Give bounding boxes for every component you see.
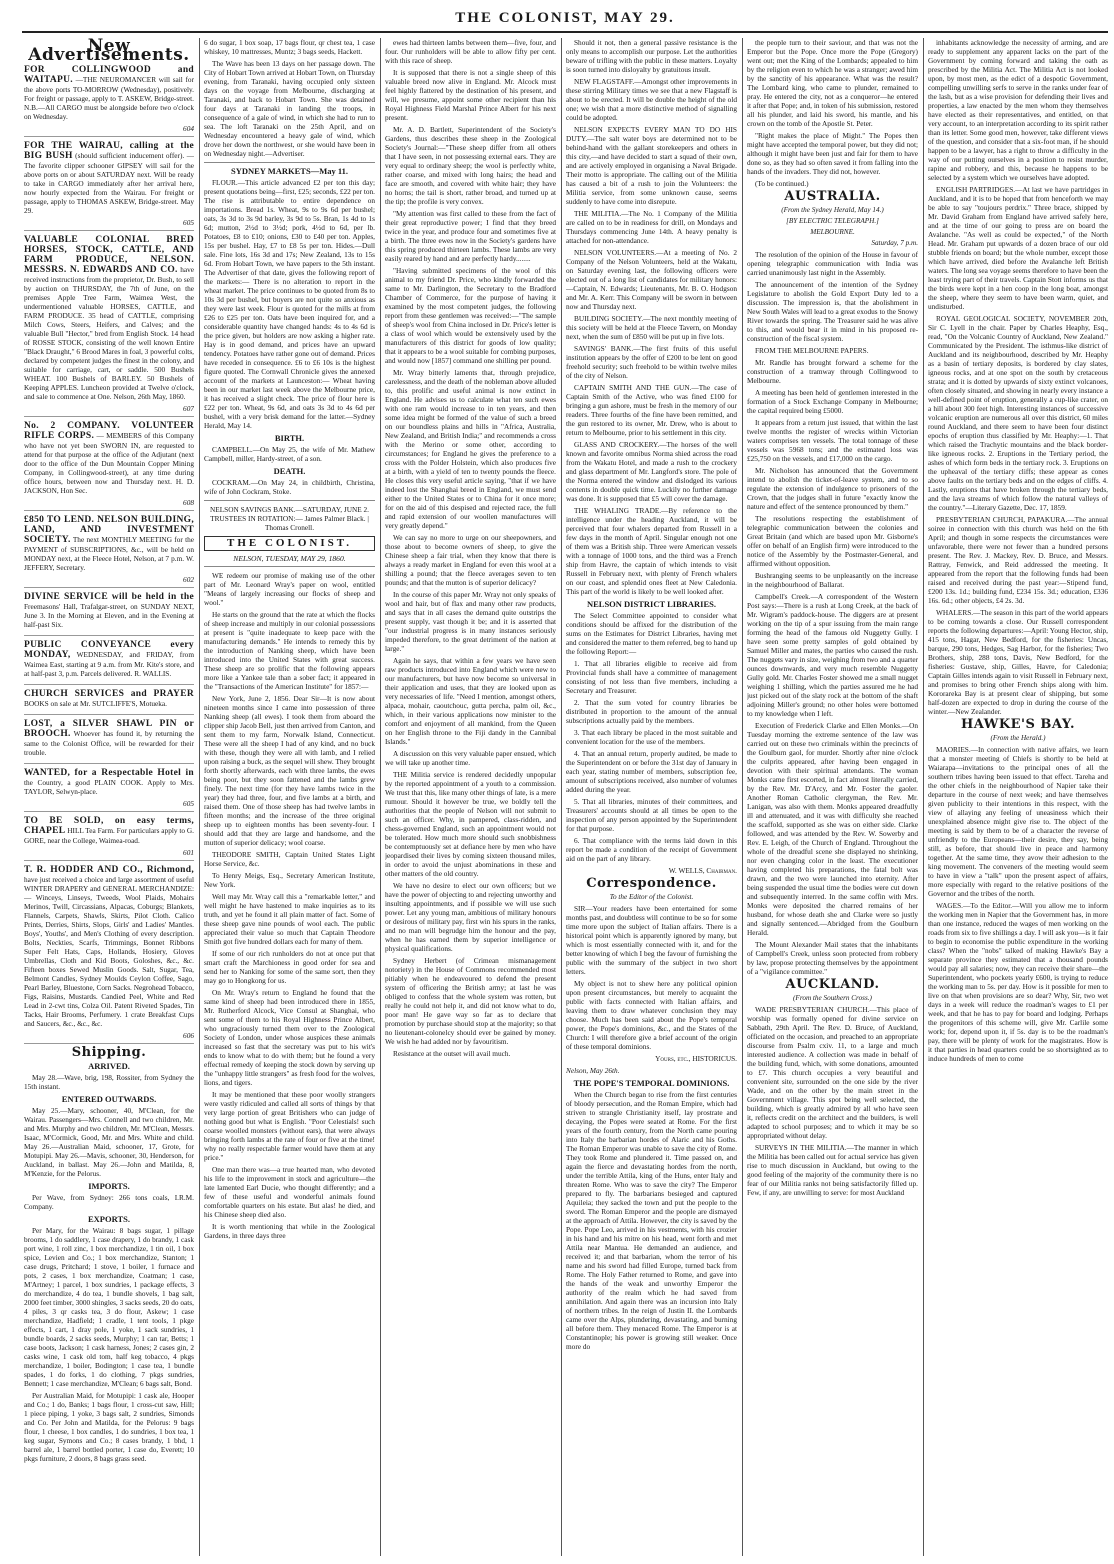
advertisement-text: [24, 865, 194, 1028]
editorial-continued: [385, 38, 556, 1058]
hawkes-bay-news: [928, 745, 1108, 1063]
advertisement-text: [24, 592, 194, 629]
advertisement-lead: FOR THE WAIRAU, calling at the BIG BUSH: [24, 141, 194, 161]
advertisement-text: [24, 689, 194, 708]
advertisement: [24, 865, 194, 1044]
advertisement-body: (should sufficient inducement offer). —The favorite clipper schooner GIPSEY will sail for the above ports on or about SATURDAY next. Will be ready to take in CARGO immediately after her arrival here, now hourly expected from the Wairau. For freight or passage, apply to THOMAS ASKEW, Bridge-street. May 29.: [24, 151, 194, 215]
editorial-paragraph: New York, June 2, 1856. Dear Sir—It is now about nineteen months since I came into possession of three Nanking sheep (all ewes). I took them from aboard the clipper ship Jacob Bell, just then arrived from Canton, and sent them to my farm, Norwalk Island, Connecticut. These were all the sheep I had of any kind, and no buck with these, though they were all with lamb, and I relied upon raising a buck, as the sequel will shew. They brought forth shortly afterwards, each with three lambs, the ewes being poor, but they soon fattened and the lambs grew finely. The next time (for they have lambs twice in the year) they had three, four, and five lambs at a birth, and raised them. One of those sheep has had twelve lambs in fifteen months; and the increase of the three original sheep up to eighteen months has been seventy-four. I should add that they are large and handsome, and the mutton of superior delicacy; wool coarse.: [204, 694, 375, 847]
column-5: [747, 38, 918, 1556]
news-paragraph: "Right makes the place of Might." The Popes then might have accepted the temporal power, but they did not; although it might have been just and fair for them to have done so, as they had so often saved it from falling into the hands of the invaders. They did not, however.: [747, 131, 918, 176]
advertisement-text: [24, 141, 194, 215]
news-paragraph: THE MILITIA.—The No. 1 Company of the Militia are called on to be in readiness for drill, on Mondays and Thursdays commencing June 14th. A heavy penalty is attached for non-attendance.: [566, 209, 737, 245]
editorial-paragraph: Again he says, that within a few years we have seen raw products introduced into England which were new to our manufacturers, but have now become so universal in their application and uses, that they are looked upon as very necessaries of life. "Need I mention, amongst others, alpaca, mohair, caoutchouc, gutta percha, palm oil, &c., which, in their various applications now minister to the comfort and enjoyment of all mankind, from the Queen on her English throne to the Fiji dandy in the Cannibal Islands.": [385, 656, 556, 746]
correspondence-signature: Yours, etc., HISTORICUS.: [655, 1054, 737, 1063]
advertisement-text: [24, 515, 194, 572]
news-paragraph: FROM THE MELBOURNE PAPERS.: [755, 346, 869, 355]
column-advertisements: [24, 38, 194, 1556]
advertisement: [24, 689, 194, 715]
advertisement-body: have received instructions from the proprietor, Dr. Bush, to sell by auction on THURSDAY, the 7th of June, on the premises Apple Tree Farm, Waimea West, the undermentioned valuable HORSES, CATTLE, and FARM PRODUCE. 35 head of CATTLE, comprising Milch Cows, Steers, Heifers, and Calves; and the valuable Bull "Hector," bred from English Stock. 14 head of ROSSE STOCK, consisting of the well known Entire "Black Draught," 6 Brood Mares in foal, 3 powerful colts, declared by competent judges the finest in the colony, and suitable for carriage, cart, or saddle. 500 Bushels WHEAT. 100 Bushels of BARLEY. 50 Bushels of Keeping APPLES. Luncheon provided at Twelve o'clock, and sale to commence at One. Nelson, 26th May, 1860.: [24, 265, 194, 401]
editorial-paragraph: A discussion on this very valuable paper ensued, which we will take up another time.: [385, 749, 556, 767]
section-title-advertisements: New Advertisements.: [28, 38, 190, 65]
advertisement: [24, 816, 194, 861]
australia-telegraph: [BY ELECTRIC TELEGRAPH.]: [786, 217, 879, 225]
section-title-auckland: AUCKLAND.: [785, 977, 880, 992]
advertisement: [24, 515, 194, 588]
libraries-report: [566, 659, 737, 863]
auckland-continued: [928, 38, 1108, 716]
news-paragraph: SURVEYS IN THE MILITIA.—The manner in which the Militia has been called out for actual service has given rise to much discussion in Auckland, but owing to the good feeling of the majority of the community there is no fear of our Militia ranks not being satisfactorily filled up. Few, if any, are unwilling to serve: for most Auckland: [747, 1143, 918, 1197]
news-paragraph: Campbell's Creek.—A correspondent of the Western Post says:—There is a rush at Long Creek, at the back of Mr. Wigram's paddock-house. The diggers are at present working on the tip of a spur issuing from the main range forming the head of the famous old Nuggetty Gully. I have seen some pretty samples of gold obtained by Samuel Miller and mates, the parties who caused the rush. The nuggets vary in size, weighing from two and a quarter ounces downwards, and very much resemble Nuggetty Gully gold. Mr. Charles Foster showed me a small nugget weighing 1 shilling, which the parties assured me he had just picked out of the slaty rock at the bottom of the shaft adjoining Miller's ground; no other holes were bottomed to my knowledge when I left.: [747, 592, 918, 718]
column-divider: [561, 38, 562, 1556]
advertisement-text: [24, 816, 194, 845]
advertisement-lead: PUBLIC CONVEYANCE every MONDAY,: [24, 640, 194, 660]
editorial-paragraph: In the course of this paper Mr. Wray not only speaks of wool and hair, but of flax and many other raw products, and says that in all cases the demand quite outstrips the present supply, vast though it be; and it is asserted that "our industrial progress is in many instances seriously impeded therefore, to the great detriment of the nation at large.": [385, 590, 556, 653]
editorial-paragraph: One man there was—a true hearted man, who devoted his life to the improvement in stock and agriculture—the late lamented Earl Ducie, who thought differently; and a few of these useful and wonderful animals found comfortable quarters on his estate. But alas! he died, and his Chinese sheep died also.: [204, 1165, 375, 1219]
advertisement-ref: 602: [183, 575, 194, 584]
news-paragraph: BUILDING SOCIETY.—The next monthly meeting of this society will be held at the Fleece Tavern, on Monday next, when the sum of £850 will be put up in five lots.: [566, 314, 737, 341]
pope-text: When the Church began to rise from the first centuries of bloody persecution, and the Roman Empire, which had striven to strangle Christianity itself, lay prostrate and decaying, the Popes were seated at Rome. For the first years of the fourth century, from the North came pouring into Italy the barbarian hordes of Alaric and his Goths. The Roman Emperor was unable to save the city of Rome. They took Rome and plundered it. Time passed on, and again the fierce and devastating hordes from the north, under the terrible Attila, king of the Huns, enter Italy and threaten Rome. Who was to save the city? The Emperor prepared to fly. The barbarians besieged and captured Aquileia; they sacked the town and put the people to the sword. The Roman Emperor and the people are dismayed at the approach of Attila. However, the city is saved by the Pope. Pope Leo, arrived in his vestments, with his crozier in his hand and his mitre on his head, went forth and met Attila near Mantua. He demanded an audience, and received it; and that barbarian, whom the terror of his name and his sword had filled Europe, turned back from Rome. The Holy Father returned to Rome, and gave into the hands of the weak and unworthy Emperor the authority of the realm which he had saved from annihilation. And again there was an incursion into Italy of northern tribes. In the reign of Justin II. the Lombards came over the Alps, plundering, devastating, and burning all before them. They menaced Rome. The Emperor is at Constantinople; his power is growing still weaker. Once more do: [566, 1090, 737, 1351]
editorial-paragraph: "Having submitted specimens of the wool of this animal to my friend Dr. Price, who kindly forwarded the same to Mr. Darlington, the Secretary to the Bradford Chamber of Commerce, for the purpose of having it examined by the most competent judges, the following report from these gentlemen was received:—"The sample of sheep's wool from China inclosed in Dr. Price's letter is a class of wool which would be extensively used by the manufacturers of this district for goods of low quality; that it appears to be a wool suitable for combing purposes, and would now [1857] command one shilling per pound.: [385, 266, 556, 365]
advertisement-lead: FOR COLLINGWOOD and WAITAPU.: [24, 65, 194, 85]
report-item: 3. That each library be placed in the most suitable and convenient location for the use of the members.: [566, 728, 737, 746]
editorial-paragraph: It is supposed that there is not a single sheep of this valuable breed now alive in England. Mr. Alcock must feel highly flattered by the destination of his present, and will, we presume, appoint some other recipient than his Royal Highness Field Marshal Prince Albert for his next present.: [385, 68, 556, 122]
imports-heading: IMPORTS.: [88, 1181, 130, 1191]
news-paragraph: ENGLISH PARTRIDGES.—At last we have partridges in Auckland, and it is to be hoped that from henceforth we may be able to say "toujours perdrix." Three brace, shipped by Mr. David Graham from England have arrived safely here, and at the time of our going to press are on board the Avalanche. "As well as could be expected," of the North Head. Mr. Graham put upwards of a dozen brace of our old stubble friends on board; but the whole number, except those which have arrived, died before the Avalanche left British waters. The long sea voyage seems therefore to have been the least trying part of their travels. Captain Stott informs us that the birds were kept in a hen coop in the long boat, amongst the sheep, where they seem to have been warm, quiet, and undisturbed.: [928, 185, 1108, 311]
news-paragraph: A meeting has been held of gentlemen interested in the formation of a Stock Exchange Company in Melbourne; the capital required being £5000.: [747, 388, 918, 415]
news-paragraph: Should it not, then a general passive resistance is the only means to accomplish our purpose. Let the authorities beware of trifling with the public in these matters. Loyalty is soon turned into disloyalty by gratuitous insult.: [566, 38, 737, 74]
advertisement-body: WEDNESDAY, and FRIDAY, from Waimea East, starting at 9 a.m. from Mr. Kite's store, and at half-past 3, p.m. Parcels delivered. R. WALLIS.: [24, 650, 194, 678]
advertisement: [24, 235, 194, 417]
editorial-paragraph: Resistance at the outset will avail much.: [393, 1049, 511, 1058]
markets-heading: SYDNEY MARKETS—May 11.: [230, 166, 349, 176]
news-paragraph: WHALERS.—The season in this part of the world appears to be coming towards a close. Our Russell correspondent reports the following departures:—April: Young Hector, ship, 415 tons, Hagar, New Bedford, for the fisheries: Uncas, barque, 290 tons, Hedges, Sag Harbor, for the fisheries; Two Brothers, ship, 288 tons, Davis, New Bedford, for the fisheries: Gustave, ship, Gilles, Havre, for Caledonia; Captain Gilles intends again to visit Russell in February next, and promises to bring other French ships along with him. Kororareka Bay is at present clear of shipping, but some half-dozen are expected to drop in during the course of the winter.—New Zealander.: [928, 608, 1108, 716]
page-title: THE COLONIST, MAY 29.: [455, 10, 675, 26]
hawkes-bay-source: (From the Herald.): [990, 734, 1046, 742]
advertisement: [24, 719, 194, 764]
advertisement-lead: VALUABLE COLONIAL BRED HORSES, STOCK, CATTLE, AND FARM PRODUCE, NELSON. MESSRS. N. EDWARDS AND CO.: [24, 235, 194, 275]
advertisement-ref: 604: [183, 124, 194, 133]
advertisement-lead: TO BE SOLD, on easy terms, CHAPEL: [24, 816, 194, 836]
advertisement: [24, 592, 194, 636]
entered-text: May 25.—Mary, schooner, 40, M'Clean, for the Wairau. Passengers—Mrs. Connell and two children, Mr. and Mrs. Murphy and two children, Mr. M'Clean, Messrs. Isaac, M'Cormick, Good, Mr. and Mrs. White and child. May 26.—Australian Maid, schooner, 17, Grote, for Motupipi. May 26.—Mavis, schooner, 30, Henderson, for Auckland, in ballast. May 26.—John and Matilda, 8, M'Kenzie, for the Pelorus.: [24, 1106, 194, 1178]
advertisement: [24, 65, 194, 137]
news-paragraph: WAGES.—To the Editor.—Will you allow me to inform the working men in Napier that the Government has, in more than one instance, reduced the wages of men working on the roads from six to five shillings a day. I will ask you—is it fair to begin to economise the public expenditure in the working class? When the "nobs" talked of making Hawke's Bay a separate province they estimated that a thousand pounds would pay all salaries; now, they can receive their share—the Superintendent, who pockets yearly £600, is trying to reduce the working man to 5s. per day. How is it possible for men to live on that when provisions are so dear? Why, Sir, two wet days in a week will reduce the roadman's wages to £1 per week, and that he has to pay for board and lodging. Perhaps the progenitors of this scheme will, give Mr. Carlile some work; for, depend upon it, if 5s. day is to be the roadman's pay, there will be plenty of work for the magistrates. How is it that parties in head quarters could be so shortsighted as to induce hundreds of men to come: [928, 901, 1108, 1063]
birth-heading: BIRTH.: [274, 433, 305, 443]
advertisement-body: Whoever has found it, by returning the same to the Colonist Office, will be rewarded for their trouble.: [24, 729, 194, 757]
column-divider: [923, 38, 924, 1556]
section-title-shipping: Shipping.: [71, 1045, 147, 1060]
report-item: 5. That all libraries, minutes of their committees, and Treasurers' accounts should at all times be open to the inspection of any person appointed by the Superintendent for that purpose.: [566, 797, 737, 833]
arrived-heading: ARRIVED.: [88, 1061, 130, 1071]
imports-text: Per Wave, from Sydney: 266 tons coals, I.R.M. Company.: [24, 1193, 194, 1211]
exports-text-more: Per Australian Maid, for Motupipi: 1 cask ale, Hooper and Co.; 1 do, Banks; 1 bags flour, 1 cross-cut saw, Hill; 1 piece piping, 1 yoke, 3 bags salt, 2 sundries, Simonds and Co. Per John and Matilda, for the Pelorus: 9 bags flour, 1 cheese, 1 box candles, 1 do sundries, 1 box tea, 1 keg sugar, Symons and Co.; 8 cases brandy, 1 bhd, 1 barrel ale, 1 barrel bottled porter, 1 case do, Everett; 10 pkgs furniture, 2 doors, 8 bags grass seed.: [24, 1391, 194, 1463]
editorial-paragraph: WE redeem our promise of making use of the other part of Mr. Leonard Wray's paper on wool, entitled "Means of largely increasing our flocks of sheep and wool.": [204, 571, 375, 607]
divider: [204, 500, 375, 501]
correspondence-date: Nelson, May 26th.: [566, 1066, 620, 1075]
advertisement: [24, 141, 194, 231]
advertisement-body: BOOKS on sale at Mr. SUTCLIFFE'S, Motueka.: [24, 699, 167, 708]
news-paragraph: It appears from a return just issued, that within the last twelve months the register of wrecks within Victorian waters comprises ten vessels. The total tonnage of these vessels was 5968 tons; and the estimated loss was £25,750 on the vessels, and £17,000 on the cargo.: [747, 418, 918, 463]
australia-source: (From the Sydney Herald, May 14.): [781, 206, 884, 214]
auckland-source: (From the Southern Cross.): [793, 994, 872, 1002]
news-paragraph: Bushranging seems to be unpleasantly on the increase in the neighbourhood of Ballarat.: [747, 571, 918, 589]
advertisement-body: have just received a choice and large assortment of useful WINTER DRAPERY and GENERAL MERCHANDIZE:— Winceys, Linseys, Tweeds, Wool Plaids, Mohairs Merinos, Twill, Circassians, Alpacas, Coburgs; Blankets, Flannels, Carpets, Shawls, Skirts, Pilot Cloth. Calico Prints, Derries, Shirts, Slops, Girls' and Ladies' Mantles. Boys', Youths', and Men's Clothing of every description. Bolts, Neckties, Scarfs, Trimmings, Bonnet Ribbons Super Felt Hats, Caps, Hollands, Hosiery, Gloves Umbrellas, Cloth and Kid Boots, Goloshes, &c., &c. Fifteen boxes Sewed Muslin Goods. Salt, Sugar, Tea, Belmont Candles, Sydney Moulds Ceylon Coffee, Sago, Pearl Barley, Bluestone, Corn Sacks. Negrohead Tobacco, Figs, Raisins, Mustards. Candied Peel, White and Red Lead in 2-cwt tins, Colza Oil. Patent Riveted Spades, Tin Tacks, Hair Brooms, Perfumery. 1 crate Breakfast Cups and Saucers, &c., &c., &c.: [24, 875, 194, 1028]
libraries-heading: NELSON DISTRICT LIBRARIES.: [586, 599, 717, 609]
divider: [204, 162, 375, 163]
advertisement-lead: CHURCH SERVICES and PRAYER: [24, 689, 194, 699]
arrived-text: May 28.—Wave, brig, 198, Rossiter, from Sydney the 15th instant.: [24, 1073, 194, 1091]
news-paragraph: ROYAL GEOLOGICAL SOCIETY, NOVEMBER 20th, Sir C. Lyell in the chair. Paper by Charles Heaphy, Esq., read, "On the Volcanic Country of Auckland, New Zealand." Communicated by the President. The isthmus-like district of Auckland and its neighbourhood, described by Mr. Heaphy as a basin of tertiary deposits, is bordered by clay slates, igneous rocks, and at one spot on the south by cretaceous strata; and it is dotted by upwards of sixty extinct volcanoes, often closely situated, and showing in nearly every instance a well-defined point of eruption, generally a cup-like crater, on a hill about 300 feet high. Interesting instances of successive volcanic eruption are numerous all over this district, 60 miles round Auckland, and there seem to have been four distinct epochs of eruption thus classified by Mr. Heaphy:—1. That which raised the Trachytic mountains and the black border-like igneous rocks. 2. Eruptions in the Tertiary period, the ashes of which form beds in the tertiary rock. 3. Eruptions on the upheaval of the tertiary cliffs; these appear as cones above faults on the tertiary beds and on the edges of cliffs. 4. Lastly, eruptions that have broken through the tertiary beds, and the lava streams of which follow the natural valleys of the country."—Literary Gazette, Dec. 17, 1859.: [928, 314, 1108, 512]
advertisement: [24, 640, 194, 685]
editorial-paragraph: It may be mentioned that these poor woolly strangers were vastly ridiculed and called all sorts of things by that very large portion of great Britishers who can judge of nothing good but what is English. "Poor Celestials! such coarse woolled monsters (without ears), that were always bringing forth lambs at the rate of four or five at the time! why no really respectable farmer would have them at any price.": [204, 1090, 375, 1162]
news-paragraph: The resolution of the opinion of the House in favour of opening telegraphic communication with India was carried unanimously last night in the Assembly.: [747, 250, 918, 277]
editorial-paragraph: THE Militia service is rendered decidedly unpopular by the reported appointment of a youth to a commission. We trust that this, like many other things of late, is a mere rumour. Should it however be true, we boldly tell the authorities that the people of Nelson will not submit to such an officer. Why, in pampered, class-ridden, and chess-governed England, such an appointment would not be tolerated. How much more should such snobbishness be contemptuously set at defiance here by men who have jeopardised their lives by coming sixteen thousand miles, in order to avoid the unjust abominations in these and other matters of the old country.: [385, 770, 556, 878]
news-paragraph: NELSON VOLUNTEERS.—At a meeting of No. 2 Company of the Nelson Volunteers, held at the Wakatu, on Saturday evening last, the following officers were elected out of a long list of candidates for military honors:—Captain, N. Edwards; Lieutenants, Mr. B. O. Hodgson and Mr. A. Kerr. This Company will be sworn in between now and Thursday next.: [566, 248, 737, 311]
advertisement: [24, 421, 194, 511]
correspondence-letter: [566, 904, 737, 1051]
news-paragraph: the people turn to their saviour, and that was not the Emperor but the Pope. Once more the Pope (Gregory) went out; met the King of the Lombards; appealed to him by the religion even to which he was a stranger; awed him by the sanctity of his appearance. What was the result? The Lombard king, who came to plunder, remained to pray. He entered the city, not as a conqueror—he entered it after that Pope; and, in token of his submission, restored all his plunder, and laid his sword, his mantle, and his crown on the tomb of the Apostle St. Peter.: [747, 38, 918, 128]
exports-text: Per Mary, for the Wairau: 8 bags sugar, 1 pillage brooms, 1 do saddlery, 1 case drapery, 1 do brandy, 1 cask port wine, 1 roll zinc, 1 box merchandize, 1 tin oil, 1 box spice, Levien and Co.; 1 box merchandize, Stanton; 1 case drugs, Pritchard; 1 stove, 1 boiler, 1 furnace and pots, 2 cases, 1 box merchandize, Coatman; 1 case, M'Artney; 1 parcel, 1 box sundries, 1 package effects, 3 do merchandize, 4 do tea, 1 bundle shovels, 1 bag salt, 2000 feet timber, 3000 shingles, 3 sacks seeds, 20 do oats, 4 piles, 3 qr casks tea, 3 do flour, Askew; 1 case merchandize, Hadfield; 1 cradle, 1 tent tools, 1 pkge effects, 1 cart, 1 dray pole, 1 yoke, 1 sack sundries, 1 bundle boards, 2 sacks seeds, Murphy; 1 can tar, Betts; 1 case boots, Jackson; 1 cask harness, Jones; 2 cases gin, 2 casks wine, 1 cask old tom, half keg tobacco, 4 pkgs merchandize, 1 boiler, Bodington; 1 case tea, 1 bundle spades, 1 do forks, 1 do clothing, 7 pkgs sundries, Bennett; 1 case merchandize, M'Clean; 6 bags salt, Bond.: [24, 1226, 194, 1388]
advertisement-lead: WANTED, for a Respectable Hotel in: [24, 768, 194, 778]
section-title-australia: AUSTRALIA.: [784, 189, 881, 204]
news-paragraph: SAVINGS' BANK.—The first fruits of this useful institution appears by the offer of £200 to be lent on good freehold security; such freehold to be within twelve miles of the city of Nelson.: [566, 344, 737, 380]
column-divider: [199, 38, 200, 1556]
news-paragraph: PRESBYTERIAN CHURCH, PAPAKURA.—The annual soiree in connection with this church was held on the 6th April; and though in some respects the circumstances were unfavorable, there were not fewer than a hundred persons present. The Rev. J. Mackey, Rev. D. Bruce, and Messrs. Rattray, Fenwick, and Reid addressed the meeting. It appeared from the report that the following funds had been raised and received during the past year:—Stipend fund, £200 13s. 1d.; building fund, £234 15s. 3d.; education, £336 16s. 6d.; other objects, £4 2s. 3d.: [928, 515, 1108, 605]
savings-bank-notice: NELSON SAVINGS BANK.—SATURDAY, JUNE 2. TRUSTEES IN ROTATION:— James Palmer Black. | Thomas Cronell.: [209, 505, 369, 532]
advertisement-ref: 605: [183, 218, 194, 227]
news-paragraph: The resolutions respecting the establishment of telegraphic communication between the colonies and Great Britain (and which are based upon Mr. Gisborne's offer on behalf of an English firm) were introduced to the notice of the Assembly by the Postmaster-General, and affirmed without opposition.: [747, 514, 918, 568]
advertisement-ref: 608: [183, 498, 194, 507]
report-item: 2. That the sum voted for country libraries be distributed in proportion to the amount of the annual subscriptions actually paid by the members.: [566, 698, 737, 725]
libraries-intro: The Select Committee appointed to consider what conditions should be affixed for the distribution of the sums on the Estimates for District Libraries, having met and considered the matter to them referred, beg to hand up the following Report:—: [566, 611, 737, 656]
section-title-correspondence: Correspondence.: [586, 876, 717, 891]
advertisement-body: Freemasons' Hall, Trafalgar-street, on SUNDAY NEXT, June 3. In the Morning at Eleven, and in the Evening at half-past Six.: [24, 602, 194, 629]
column-divider: [742, 38, 743, 1556]
australia-time: Saturday, 7 p.m.: [871, 239, 918, 247]
editorial-paragraph: ewes had thirteen lambs between them—five, four, and four. Our runholders will be able to allow fifty per cent. with this race of sheep.: [385, 38, 556, 65]
column-6: [928, 38, 1108, 1556]
editorial-paragraph: Mr. A. D. Bartlett, Superintendent of the Society's Gardens, thus describes these sheep in the Zoological Society's Journal:—"These sheep differ from all others that I have seen, in not possessing external ears. They are very equal to ordinary sheep; the wool is perfectly white, rather coarse, and mixed with long hairs; the head and face are smooth, and covered with white hair; they have no horns; the tail is short, rather broad, and turned up at the tip; the profile is very convex.: [385, 125, 556, 206]
report-item: 6. That compliance with the terms laid down in this report be made a condition of the receipt of Government aid on the part of any library.: [566, 836, 737, 863]
death-heading: DEATH.: [273, 466, 306, 476]
editorial: [204, 571, 375, 1240]
news-paragraph: NELSON EXPECTS EVERY MAN TO DO HIS DUTY.—The salt water boys are determined not to be behind-hand with the gallant storekeepers and others in this city,—and have decided to start a squad of their own, and are actively employed in organising a Naval Brigade. Their motto is appropriate. The calling out of the Militia has caused a bit of a rush to join the Volunteers: the Militia service, from some unknown cause, seems suddenly to have come into disrepute.: [566, 125, 737, 206]
editorial-paragraph: If some of our rich runholders do not at once put that smart craft the Marchioness in good order for sea and send her to Nanking for some of the same sort, then they may go to Hongkong for us.: [204, 949, 375, 985]
news-paragraph: (To be continued.): [755, 179, 809, 188]
letter-paragraph: My object is not to shew here any political opinion upon present circumstances, but merely to acquaint the public with facts connected with Italian affairs, and leaving them to draw whatever conclusion they may choose. Much has been said about the Pope's temporal power, the Pope's dominions, &c., and the States of the Church: I will therefore give a brief account of the origin of these temporal dominions.: [566, 979, 737, 1051]
advertisement-body: The next MONTHLY MEETING for the PAYMENT of SUBSCRIPTIONS, &c., will be held on MONDAY next, at the Fleece Hotel, Nelson, at 7 p.m. W. JEFFERY, Secretary.: [24, 535, 194, 572]
news-paragraph: Execution of Frederick Clarke and Ellen Monks.—On Tuesday morning the extreme sentence of the law was carried out on these two criminals within the precincts of the Goulburn gaol, for murder. Shortly after nine o'clock the culprits appeared, after having been engaged in devotion with their spiritual attendants. The woman Monks came first escorted, in fact almost literally carried, by the Rev. Mr. D'Arcy, and Mr. Foster the gaoler. Another Roman Catholic clergyman, the Rev. Mr. Lanigan, was also with them. Monks appeared dreadfully ill and attenuated, and it was with difficulty she reached the scaffold, supported as she was on either side. Clarke followed, and was attended by the Rev. W. Sowerby and Rev. E. Leigh, of the Church of England. Throughout the whole of the dreadful scene she displayed no shrinking, nor even changing color in the least. The executioner having completed his preparations, the fatal bolt was drawn, and the two were launched into eternity. After being suspended the usual time the bodies were cut down and subsequently interred. In the same coffin with Mrs. Monks were deposited the charred remains of her husband, for whose death she and Clarke were so justly and signally sentenced.—Abridged from the Goulburn Herald.: [747, 721, 918, 937]
libraries-signature: W. WELLS, Chairman.: [668, 866, 737, 875]
correspondence-subtitle: To the Editor of the Colonist.: [609, 893, 694, 901]
editorial-paragraph: On Mr. Wray's return to England he found that the same kind of sheep had been introduced there in 1855, Mr. Rutherford Alcock, Vice Consul at Shanghai, who sent some of them to his Royal Highness Prince Albert, who ungraciously turned them over to the Zoological Society of London, under whose auspices these animals increased so fast that the secretary was put to his wit's ends to know what to do with them; but he found a very effectual remedy of keeping the stock down by serving up the "unhappy little strangers" as fresh food for the wolves, lions, and tigers.: [204, 988, 375, 1087]
news-paragraph: MAORIES.—In connection with native affairs, we learn that a monster meeting of Chiefs is shortly to be held at Waiarapa—invitations to the principal ones of all the southern tribes having been issued to that effect. Tareha and the other chiefs in the neighbourhood of Napier take their departure in the course of next week; and have themselves given publicity to their intentions in this respect, with the view of allaying any feeling of uneasiness which their unexplained absence might give rise to. The object of the meeting is said by them to be of a character the reverse of unfriendly to the Europeans—their desire, they say, being still, as before, that should live in peace and harmony together. At the same time, they avow their adhesion to the king movement. The conveners of the meeting would seem to have in view a "talk" upon the present aspect of affairs, more especially with regard to the relative positions of the Governor and the tribes of the north.: [928, 745, 1108, 898]
advertisement-lead: LOST, a SILVER SHAWL PIN or BROOCH.: [24, 719, 194, 739]
news-paragraph: Mr. Randle has brought forward a scheme for the construction of a tramway through Collingwood to Melbourne.: [747, 358, 918, 385]
advertisement-body: the Country, a good PLAIN COOK. Apply to Mrs. TAYLOR, Selwyn-place.: [24, 778, 194, 796]
advertisement-lead: No. 2 COMPANY. VOLUNTEER RIFLE CORPS.: [24, 421, 194, 441]
advertisement-text: [24, 65, 194, 121]
news-paragraph: The announcement of the intention of the Sydney Legislature to abolish the Gold Export Duty led to a discussion. The impression is, that the abolishment in New South Wales will lead to a great exodus to the Snowy River towards the spring. The Treasurer said he was alive to this, and would bear it in mind in his proposed re-construction of the fiscal system.: [747, 280, 918, 343]
news-paragraph: THE WHALING TRADE.—By reference to the intelligence under the heading Auckland, it will be perceived that four whalers departed from Russell in a few days in the month of April. Singular enough not one of them was a British ship. Three were American vessels with a tonnage of 1000 tons, and the third was a French ship from Havre, the captain of which intends to visit Russell in February next, with plenty of French whalers on our coast, and splendid ones fleet at New Caledonia. This part of the world is likely to be well looked after.: [566, 506, 737, 596]
australia-city: MELBOURNE.: [810, 228, 855, 236]
advertisement-ref: 607: [183, 404, 194, 413]
column-3: [385, 38, 556, 1556]
advertisement-body: —THE NEUROMANCER will sail for the above ports TO-MORROW (Wednesday), positively. For freight or passage, apply to T. ASKEW, Bridge-street. N.B.—All CARGO must be alongside before two o'clock on Wednesday.: [24, 75, 194, 121]
news-paragraph: NEW FLAGSTAFF.—Amongst other improvements in these stirring Military times we see that a new Flagstaff is about to be erected. It will be double the height of the old one; we wish that a more distinctive method of signalling could be adopted.: [566, 77, 737, 122]
advertisement-body: HILL Tea Farm. For particulars apply to G. GORE, near the College, Waimea-road.: [24, 826, 194, 845]
column-4: [566, 38, 737, 1556]
report-item: 4. That an annual return, properly audited, be made to the Superintendent on or before the 31st day of January in each year, stating number of members, subscription fee, amount of subscriptions received, also number of volumes added during the year.: [566, 749, 737, 794]
australia-news: [747, 250, 918, 976]
news-paragraph: GLASS AND CROCKERY.—The horses of the well known and favorite omnibus Norma shied across the road from the Wakatu Hotel, and made a rush to the crockery and glass department of Mr. Langford's store. The pole of the Norma entered the window and dislodged its various contents in double quick time. Luckily no further damage was done. It is supposed that £5 will cover the damage.: [566, 440, 737, 503]
editorial-paragraph: It is worth mentioning that while in the Zoological Gardens, in three days three: [204, 1222, 375, 1240]
entered-heading: ENTERED OUTWARDS.: [61, 1094, 157, 1104]
masthead-rule: [22, 31, 1108, 33]
advertisement-lead: DIVINE SERVICE will be held in the: [24, 592, 194, 602]
auckland-news: [747, 1005, 918, 1197]
exports-heading: EXPORTS.: [88, 1214, 130, 1224]
advertisement-body: — MEMBERS of this Company who have not yet been SWORN IN, are requested to attend for that purpose at the office of the Adjutant (next door to the office of the Dun Mountain Copper Mining Company, in Collingwood-street), at any time during office hours, between now and Thursday next. H. D. JACKSON, Hon Sec.: [24, 431, 194, 495]
editorial-paragraph: "My attention was first called to these from the fact of their great reproductive power; I find that they breed twice in the year, and produce four and sometimes five at a birth. The three ewes now in the Society's gardens have this spring produced thirteen lambs. These lambs are very easily reared by hand and are perfectly hardy........: [385, 209, 556, 263]
advertisement: [24, 768, 194, 812]
editorial-paragraph: To Henry Meigs, Esq., Secretary American Institute, New York.: [204, 871, 375, 889]
advertisement-lead: £850 TO LEND. NELSON BUILDING, LAND, AND INVESTMENT SOCIETY.: [24, 515, 194, 545]
advertisement-text: [24, 719, 194, 757]
editorial-paragraph: Mr. Wray bitterly laments that, through prejudice, carelessness, and the death of the nobleman above alluded to, this prolific and useful animal is now extinct in England. He advises us to calculate what ten such ewes with one ram would increase to in ten years, and then some idea might be formed of the value of such a breed on our boundless plains and hills in "Africa, Australia, New Zealand, and British India;" and recommends a cross with the Merino or some other, according to circumstances; for England he gives the preference to a cross with the Polder Holstein, which also produces five at a birth, with a yield of ten to twenty pounds the fleece. He closes this very useful article saying, "that if we have indeed lost the Shanghai breed in England, we must send either to the United States or to China for it once more; for on the aid of this despised and rejected race, the full and rapid extension of our woollen manufactures will very greatly depend.": [385, 368, 556, 530]
editorial-paragraph: We can say no more to urge on our sheepowners, and those about to become owners of sheep, to give the Chinese sheep a fair trial, when they know that there is always a ready market in England for even this wool at a shilling a pound; that the fleece averages seven to ten pounds; and that the mutton is of superior delicacy?: [385, 533, 556, 587]
column-divider: [380, 38, 381, 1556]
news-paragraph: WADE PRESBYTERIAN CHURCH.—This place of worship was formally opened for divine service on Sabbath, 29th April. The Rev. D. Bruce, of Auckland, officiated on the occasion, and preached to an appropriate discourse from Psalm cxiv. 11, to a large and much interested audience. A collection was made in behalf of the building fund, which, with some donations, amounted to £7. This church occupies a very beautiful and convenient site, surrounded on the one side by the river Wade, and on the other by the main street in the Government village. This spot being well selected, the building, which is greatly admired by all who have seen it, reflects credit on the architect and the builders, is well adapted to school purposes; and to which it may be so appropriated without delay.: [747, 1005, 918, 1140]
paper-dateline: NELSON, TUESDAY, MAY 29, 1860.: [204, 554, 375, 567]
markets-text: FLOUR.—This article advanced £2 per ton this day; present quotations being—first, £25; seconds, £22 per ton. The rise is attributable to entire dependence on importations. Bread 1s. Wheat, 9s to 9s 6d per bushel; oats, 3s 3d to 3s 9d barley, 3s 9d to 5s. Bran, 1s 4d to 1s 6d; mutton, 2½d to 3½d; pork, 4½d to 6d, per lb. Potatoes, £8 to £10; onions, £30 to £40 per ton. Apples, 15s per bushel. Hay, £7 to £8 5s per ton. Hides.—Dull sale. Fine lots, 16s 3d and 17s; New Zealand, 13s to 15s 6d. From Hobart Town, we have papers to the 5th instant. The Advertiser of that date, gives the following report of the markets:— There is no alteration to report in the wheat market. The price continues to be quoted from 8s to 10s 3d per bushel, but buyers are not quite so anxious as they were last week. Flour is quoted for the mills at from £26 to £25 per ton. Oats have been inquired for, and a considerable quantity have changed hands: 4s to 4s 6d is the price given, but holders are now asking a higher rate. Hay is in good demand, and prices have an upward tendency. Potatoes have rather gone out of demand. Prices have receded in consequence. £6 to £6 10s is the highest figure quoted. The Cornwall Chronicle gives the annexed account of the markets at Launceston:— Wheat having been in our market last week above the Melbourne price, it has received a slight check. The price of flour here is £22 per ton. Wheat, 9s 6d, and oats 3s 3d to 4s 6d per bushel, with a very brisk demand for the latter.—Sydney Herald, May 14.: [204, 178, 375, 430]
death-notice: COCKRAM.—On May 24, in childbirth, Christina, wife of John Cockram, Stoke.: [204, 478, 375, 496]
report-item: 1. That all libraries eligible to receive aid from Provincial funds shall have a committee of management consisting of not less than five members, including a Secretary and Treasurer.: [566, 659, 737, 695]
news-paragraph: inhabitants acknowledge the necessity of arming, and are ready to supplement any apparent lacks on the part of the Government by coming forward and taking the oath as prescribed by the Militia Act. The Militia Act is not looked upon, by most men, as the edict of a despotic Government, compelling unwilling serfs to serve in the ranks under fear of the lash, but as a wise provision for defending their lives and properties, a law enacted by the men whom they themselves have elected as their representatives, and entitled, on that very account, to an interpretation according to its spirit rather than its letter. Some good men, however, take different views of the question, and consider that a six-foot man, if he should happen to be a lawyer, has a right to throw a difficulty in the way of our putting ourselves in a position to resist murder, rapine and robbery, and this, because he happens to be selected by a system which we ourselves have adopted.: [928, 38, 1108, 182]
editorial-paragraph: He starts on the ground that the rate at which the flocks of sheep increase and multiply in our colonial possessions at present is "quite inadequate to keep pace with the manufacturing demands." He intends to remedy this by the introduction of Nanking sheep, which have been introduced into the United States with great success. These sheep are so prolific that the following appears more like a Yankee tale than a sober fact; it appeared in the "Transactions of the American Institute" for 1857:—: [204, 610, 375, 691]
shipping-continued: 6 do sugar, 1 box soap, 17 bags flour, qr chest tea, 1 case whiskey, 10 mattresses, Muntz; 3 bags seeds, Hackett.: [204, 38, 375, 56]
news-paragraph: The Mount Alexander Mail states that the inhabitants of Campbell's Creek, unless soon protected from robbery by law, propose protecting themselves by the appointment of a "vigilance committee.": [747, 940, 918, 976]
section-title-hawkes-bay: HAWKE'S BAY.: [961, 717, 1075, 732]
advertisement-ref: 601: [183, 848, 194, 857]
masthead: [22, 6, 1108, 34]
editorial-paragraph: THEODORE SMITH, Captain United States Light Horse Service, &c.: [204, 850, 375, 868]
ad-list: [24, 65, 194, 1044]
shipping-news: The Wave has been 13 days on her passage down. The City of Hobart Town arrived at Hobart Town, on Thursday evening, from Taranaki, having occupied only sixteen days on the voyage from Melbourne, discharging at Taranaki, and back to Hobart Town. She was detained four days at Taranaki in landing the troops, in consequence of a gale of wind, in which she had to run to sea. The loft Taranaki on the 25th April, and on Wednesday encountered a heavy gale of wind, which drove her down the northwest, or she would have been in on Wednesday night.—Advertiser.: [204, 59, 375, 158]
pope-heading: THE POPE'S TEMPORAL DOMINIONS.: [573, 1078, 730, 1088]
local-news: [566, 38, 737, 596]
advertisement-ref: 605: [183, 799, 194, 808]
advertisement-ref: 606: [183, 1031, 194, 1040]
letter-paragraph: SIR—Your readers have been entertained for some months past, and doubtless will continue to be so for some time more upon the subject of Italian affairs. There is a historical point which is apparently ignored by many, but which is most essentially connected with it, and for the better knowing of which I beg the favour of furnishing the public with the summary of the subject in two short letters.: [566, 904, 737, 976]
editorial-paragraph: We have no desire to elect our own officers; but we have the power of objecting to and rejecting unworthy and insulting appointments, and if possible we will use such power. Let any young man, ambitious of military honours or desirous of military pay, first win his spurs in the ranks, and no man will begrudge him the honour and the pay, when he has earned them by superior intelligence or physical qualifications.: [385, 881, 556, 953]
advertisement-lead: T. R. HODDER AND CO., Richmond,: [24, 865, 194, 875]
editorial-paragraph: Sydney Herbert (of Crimean mismanagement notoriety) in the House of Commons recommended most pitiably when he endeavoured to defend the present system of officering the British army; at last he was obliged to confess that the whole system was rotten, but really he could not help it, and did not know what to do, poor man! He gave way so far as to declare that promotion by purchase should stop at the majority; so that no lieutenant-colonelcy should ever be gained by money. We wish he had added nor by favouritism.: [385, 956, 556, 1046]
advertisement-text: [24, 640, 194, 678]
advertisement-text: [24, 768, 194, 796]
editorial-paragraph: Well may Mr. Wray call this a "remarkable letter," and well might he have hastened to make inquiries as to its truth, and yet he found it all plain matter of fact. Some of these sheep gave nine pounds of wool each. The public appreciated their value so much that Captain Theodore Smith got five hundred dollars each for many of them.: [204, 892, 375, 946]
news-paragraph: CAPTAIN SMITH AND THE GUN.—The case of Captain Smith of the Active, who was fined £100 for bringing a gun ashore, must be fresh in the memory of our readers. Three fourths of the fine have been remitted, and the gun restored to its owner, Mr. Drew, who is about to return to Melbourne, prior to his settlement in this city.: [566, 383, 737, 437]
advertisement-text: [24, 421, 194, 495]
news-paragraph: Mr. Nicholson has announced that the Government intend to abolish the ticket-of-leave system, and to so regulate the extension of indulgence to prisoners of the Crown, that the judges shall in future "exactly know the nature and effect of the sentence pronounced by them.": [747, 466, 918, 511]
birth-notice: CAMPBELL.—On May 25, the wife of Mr. Mathew Campbell, miller, Hardy-street, of a son.: [204, 445, 375, 463]
pope-continued: [747, 38, 918, 188]
column-2: [204, 38, 375, 1556]
paper-title: THE COLONIST.: [204, 536, 375, 551]
advertisement-text: [24, 235, 194, 401]
